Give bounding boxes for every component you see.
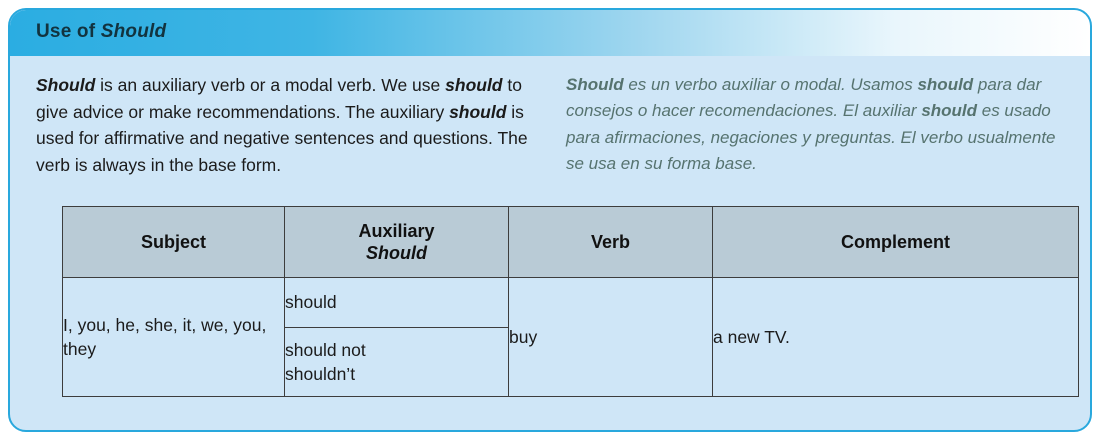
es-seg-5: es usado para afirmaciones, negaciones y preguntas. El verbo usualmente se usa en su forma base. [566, 101, 1056, 174]
en-seg-4: should [449, 101, 507, 122]
page-title-keyword: Should [100, 21, 167, 42]
en-seg-5: is used for affirmative and negative sentences and questions. The verb is always in the base form. [36, 101, 528, 175]
cell-auxiliary-affirmative: should [285, 278, 509, 328]
cell-auxiliary-negative-line1: should not [285, 339, 366, 360]
es-seg-4: should [921, 101, 978, 121]
es-seg-1: es un verbo auxiliar o modal. Usamos [623, 75, 918, 94]
cell-auxiliary-negative-line2: shouldn’t [285, 364, 356, 385]
paragraph-spanish [566, 72, 1078, 177]
cell-verb: buy [509, 278, 713, 397]
table-row [63, 278, 1079, 328]
es-seg-2: should [917, 75, 974, 94]
en-seg-2: should [445, 75, 503, 95]
paragraph-english [36, 72, 544, 178]
en-seg-0: Should [36, 75, 96, 95]
page-title [36, 21, 166, 43]
header-auxiliary-line1: Auxiliary [358, 220, 435, 241]
title-bar [10, 10, 1090, 56]
cell-complement: a new TV. [713, 278, 1079, 397]
en-seg-3: to give advice or make recommendations. The auxiliary [36, 75, 522, 122]
header-verb: Verb [509, 207, 713, 278]
lesson-card [8, 8, 1092, 432]
header-auxiliary-line2: Should [366, 243, 427, 263]
header-complement: Complement [713, 207, 1079, 278]
en-seg-1: is an auxiliary verb or a modal verb. We use [95, 75, 446, 95]
es-seg-3: para dar consejos o hacer recomendaciones. El auxiliar [566, 75, 1042, 121]
es-seg-0: Should [566, 75, 624, 94]
cell-subject: I, you, he, she, it, we, you, they [63, 278, 285, 397]
table-header-row [63, 207, 1079, 278]
grammar-table [62, 206, 1079, 397]
page-title-prefix: Use of [36, 21, 101, 42]
cell-auxiliary-negative [285, 328, 509, 397]
header-auxiliary [285, 207, 509, 278]
header-subject: Subject [63, 207, 285, 278]
